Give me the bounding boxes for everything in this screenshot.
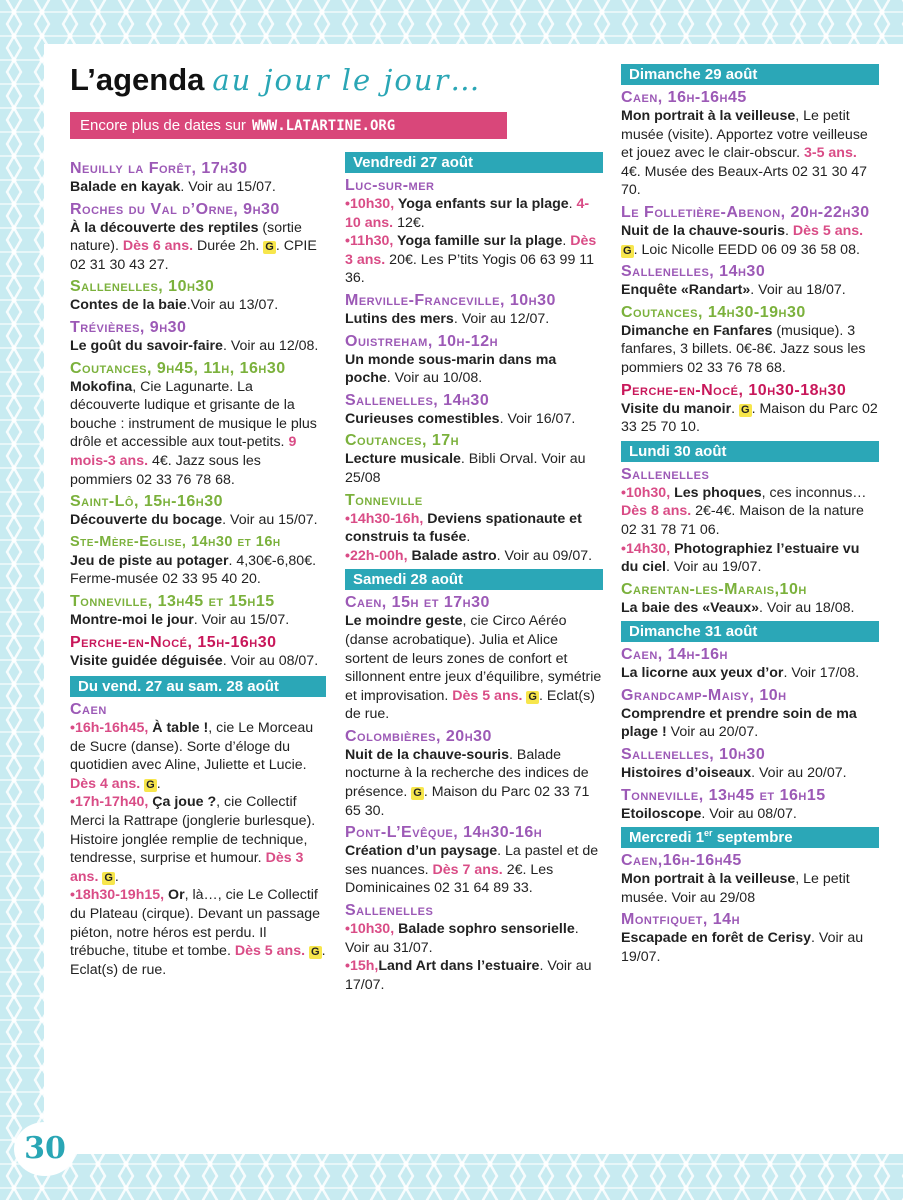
event-time: •17h-17h40,	[70, 794, 153, 811]
event-details: (musique). 3 fanfares, 3 billets. 0€-8€. Jazz sous les pommiers 02 33 76 78 68.	[621, 322, 866, 376]
event-title: À la découverte des reptiles	[70, 219, 259, 236]
age-range: Dès 6 ans.	[122, 238, 194, 255]
date-header-sup: er	[704, 828, 713, 839]
title-script: au jour le jour…	[212, 63, 482, 97]
age-range: Dès 4 ans.	[70, 775, 141, 792]
event-time: •15h,	[345, 958, 379, 975]
event-title: La licorne aux yeux d’or	[621, 665, 784, 682]
age-range: Dès 8 ans.	[621, 503, 692, 520]
event	[621, 745, 879, 783]
event-details: . Voir au 18/08.	[759, 599, 855, 616]
event-details: . Voir au 12/08.	[222, 337, 319, 354]
event-time: •14h30-16h,	[345, 510, 428, 527]
event	[70, 359, 326, 490]
date-header-text: septembre	[712, 829, 793, 847]
event-place: Ste-Mère-Eglise, 14h30 et 16h	[70, 533, 281, 550]
event-details: . Maison du Parc 02 33 71 65 30.	[345, 784, 590, 819]
date-header: Samedi 28 août	[345, 569, 603, 590]
event	[70, 633, 326, 671]
event-session	[345, 232, 603, 288]
event	[345, 491, 603, 566]
event	[345, 291, 603, 329]
event-details: .	[568, 196, 577, 212]
event-details: .	[785, 222, 793, 239]
event	[621, 910, 879, 966]
event	[621, 381, 879, 437]
event-title: Balade astro	[411, 547, 497, 564]
event-details: . Balade nocturne à la recherche des indices de présence.	[345, 746, 589, 801]
event-details: , cie Circo Aéréo (danse acrobatique). Julia et Alice sortent de leurs zones de confort et sillonnent entre jeux d’équilibre, symétrie et improvisation.	[345, 613, 602, 704]
event-place: Caen,16h-16h45	[621, 852, 742, 870]
age-range: Dès 5 ans.	[452, 687, 523, 704]
event-details: . Voir au 09/07.	[496, 547, 593, 564]
age-range: Dès 3 ans.	[70, 850, 304, 885]
event-title: Mon portrait à la veilleuse	[621, 871, 796, 888]
date-header-text: Mercredi 1	[629, 829, 705, 847]
age-range: Dès 3 ans.	[345, 233, 597, 268]
event-title: Or	[168, 887, 185, 904]
event-title: Découverte du bocage	[70, 512, 223, 529]
event-details: . Voir au 10/08.	[386, 370, 483, 387]
g-badge-icon: G	[623, 244, 632, 257]
more-dates-text: Encore plus de dates sur	[80, 117, 246, 134]
event-session	[345, 920, 603, 957]
event-details: . Voir au 08/07.	[222, 652, 319, 669]
event-title: À table !	[152, 720, 209, 737]
event-details: 4€. Musée des Beaux-Arts 02 31 30 47 70.	[621, 163, 868, 199]
event-details: Durée 2h.	[193, 238, 264, 255]
event-title: Yoga enfants sur la plage	[397, 196, 569, 212]
event-session	[345, 547, 603, 566]
event-details: . Voir au 08/07.	[701, 805, 797, 822]
event	[345, 332, 603, 388]
g-badge-icon: G	[528, 690, 537, 703]
g-badge-icon: G	[311, 946, 320, 959]
event-details: , Cie Lagunarte. La découverte ludique et grisante de la bouche : instrument de musique le plus drôle et accessible aux tout-petits.	[70, 378, 317, 451]
event-details: . Voir au 17/07.	[345, 958, 592, 993]
g-badge-icon: G	[741, 403, 750, 416]
event-place: Perche-en-Nocé, 15h-16h30	[70, 633, 277, 651]
event-session: •16h-16h45, À table !, cie Le Morceau de Sucre (danse). Sorte d’éloge du quotidien avec Aline, Juliette et Lucie. Dès 4 ans. G .	[70, 720, 314, 792]
event-place: Caen, 15h et 17h30	[345, 594, 490, 612]
column-2	[345, 152, 603, 994]
event-place: Tonneville, 13h45 et 15h15	[70, 592, 275, 610]
event-session: •17h-17h40, Ça joue ?, cie Collectif Merci la Rattrape (jonglerie burlesque). Histoire jonglée remplie de technique, tendresse, surprise et humour. Dès 3 ans. G .	[70, 794, 316, 885]
event-title: Curieuses comestibles	[345, 410, 500, 427]
event-details: . Bibli Orval. Voir au 25/08	[345, 451, 586, 486]
event-details: Voir au 20/07.	[666, 724, 759, 741]
event-title: Dimanche en Fanfares	[621, 322, 773, 339]
event-title: Nuit de la chauve-souris	[621, 222, 785, 239]
event-details: . Voir au 19/07.	[665, 559, 762, 576]
event-place: Pont-L’Evêque, 14h30-16h	[345, 824, 543, 842]
event-session	[621, 484, 879, 540]
event	[621, 303, 879, 378]
event-details: . Voir au 15/07.	[222, 512, 318, 529]
event-details: , ces inconnus…	[761, 484, 867, 501]
event	[70, 200, 326, 275]
event-title: Balade sophro sensorielle	[398, 921, 575, 938]
event	[345, 176, 603, 288]
event-details: .	[466, 529, 471, 546]
event-details: , Le petit musée (visite). Apportez votre veilleuse et jouez avec le clair-obscur.	[621, 108, 868, 162]
event-title: Contes de la baie	[70, 297, 187, 314]
event	[621, 88, 879, 200]
g-badge-icon: G	[146, 778, 155, 791]
event	[621, 686, 879, 742]
event	[621, 645, 879, 683]
event-place: Caen, 14h-16h	[621, 646, 728, 664]
event-title: Deviens spationaute et construis ta fusée	[345, 510, 582, 546]
event-details: . Eclat(s) de rue.	[345, 687, 595, 723]
event	[70, 159, 326, 197]
event-session	[345, 195, 603, 232]
event-place: Neuilly la Forêt, 17h30	[70, 160, 248, 177]
event-details: .Voir au 13/07.	[186, 297, 279, 314]
event	[345, 431, 603, 487]
g-badge-icon: G	[104, 871, 113, 884]
event-place: Coutances, 14h30-19h30	[621, 303, 806, 321]
event-title: Le moindre geste	[345, 613, 463, 630]
event-title: Le goût du savoir-faire	[70, 337, 223, 354]
event-title: Comprendre et prendre soin de ma plage !	[621, 705, 857, 741]
event-details: , Le petit musée. Voir au 29/08	[621, 871, 850, 906]
event-details: . Voir au 20/07.	[751, 765, 847, 782]
date-header: Lundi 30 août	[621, 441, 879, 462]
title-main: L’agenda	[70, 62, 205, 97]
event	[70, 700, 326, 979]
event-details: 2€. Les Dominicaines 02 31 64 89 33.	[345, 861, 554, 897]
event-details: .	[562, 233, 571, 250]
event-time: •10h30,	[345, 921, 399, 938]
event-place: Perche-en-Nocé, 10h30-18h30	[621, 381, 847, 399]
event-title: Mon portrait à la veilleuse	[621, 108, 796, 124]
event-place: Caen	[70, 701, 107, 719]
event-details: . Eclat(s) de rue.	[70, 943, 326, 978]
event-details: (sortie nature).	[70, 219, 302, 255]
event-place: Carentan-les-Marais,10h	[621, 580, 807, 598]
page-number: 30	[14, 1122, 76, 1176]
event-details: 12€.	[393, 214, 425, 231]
event-time: •18h30-19h15,	[70, 887, 169, 904]
event-place: Coutances, 9h45, 11h, 16h30	[70, 359, 286, 377]
event-details: , cie Le Morceau de Sucre (danse). Sorte d’éloge du quotidien avec Aline, Juliette et Lucie.	[70, 720, 314, 774]
event-place: Trévières, 9h30	[70, 318, 187, 336]
event-details: .	[731, 400, 740, 417]
date-header	[621, 827, 879, 848]
event-details: 20€. Les P’tits Yogis 06 63 99 11 36.	[345, 251, 594, 287]
event-place: Luc-sur-mer	[345, 177, 435, 194]
event-place: Merville-Franceville, 10h30	[345, 291, 556, 309]
event-details: . Voir au 19/07.	[621, 930, 864, 966]
event	[621, 203, 879, 259]
event-title: Lecture musicale	[345, 451, 461, 468]
event-details: . Voir au 31/07.	[345, 921, 579, 956]
event	[345, 391, 603, 429]
event	[70, 318, 326, 356]
event-title: Création d’un paysage	[345, 843, 498, 860]
website-link[interactable]: WWW.LATARTINE.ORG	[251, 118, 396, 134]
event-details: . Voir au 15/07.	[193, 611, 290, 628]
more-dates-banner[interactable]	[70, 112, 507, 139]
event-time: •11h30,	[345, 233, 398, 250]
event-title: Land Art dans l’estuaire	[378, 958, 540, 975]
date-header: Dimanche 31 août	[621, 621, 879, 642]
event-title: Montre-moi le jour	[70, 611, 194, 628]
event-title: Photographiez l’estuaire vu du ciel	[621, 540, 860, 576]
event	[345, 823, 603, 898]
event-place: Montfiquet, 14h	[621, 911, 741, 929]
event-details: . 4,30€-6,80€. Ferme-musée 02 33 95 40 20.	[70, 552, 317, 588]
event-title: Ça joue ?	[152, 794, 217, 811]
column-1	[70, 156, 326, 979]
event	[345, 593, 603, 724]
event-details: . Voir 16/07.	[499, 410, 576, 427]
g-badge-icon: G	[413, 787, 422, 800]
event-place: Sallenelles, 10h30	[621, 746, 766, 764]
event-place: Sallenelles, 14h30	[345, 391, 490, 409]
event-details: . La pastel et de ses nuances.	[345, 843, 599, 878]
event-title: Histoires d’oiseaux	[621, 765, 752, 782]
event-title: Nuit de la chauve-souris	[345, 746, 509, 763]
event-details: . Voir au 18/07.	[750, 282, 846, 299]
event-place: Grandcamp-Maisy, 10h	[621, 686, 787, 704]
event-title: Lutins des mers	[345, 310, 454, 327]
event-title: Jeu de piste au potager	[70, 552, 229, 569]
event-details: . Maison du Parc 02 33 25 70 10.	[621, 400, 878, 436]
event-details: . Voir 17/08.	[783, 665, 860, 682]
event-time: •14h30,	[621, 540, 675, 557]
event	[345, 901, 603, 994]
age-range: 3-5 ans.	[803, 145, 857, 162]
event	[621, 786, 879, 824]
event-place: Caen, 16h-16h45	[621, 89, 747, 106]
event	[345, 727, 603, 820]
event-time: •10h30,	[621, 484, 675, 501]
event-place: Sallenelles	[345, 902, 434, 920]
event-details: . Voir au 15/07.	[180, 179, 276, 195]
event-place: Tonneville, 13h45 et 16h15	[621, 786, 826, 804]
event-title: La baie des «Veaux»	[621, 599, 760, 616]
age-range: 4-10 ans.	[345, 196, 590, 231]
event-title: Enquête «Randart»	[621, 282, 751, 299]
event	[70, 592, 326, 630]
event-place: Coutances, 17h	[345, 432, 460, 450]
event-time: •22h-00h,	[345, 547, 412, 564]
event-title: Les phoques	[674, 484, 762, 501]
event	[621, 851, 879, 907]
event-title: Balade en kayak	[70, 179, 181, 195]
event-title: Un monde sous-marin dans ma poche	[345, 351, 557, 387]
event-session	[345, 957, 603, 994]
event	[621, 580, 879, 618]
event-place: Colombières, 20h30	[345, 727, 492, 745]
event-place: Sallenelles, 14h30	[621, 263, 766, 281]
date-header: Du vend. 27 au sam. 28 août	[70, 676, 326, 697]
event-title: Visite du manoir	[621, 400, 732, 417]
column-3	[621, 64, 879, 967]
event-details: . CPIE 02 31 30 43 27.	[70, 238, 317, 273]
event-time: •16h-16h45,	[70, 720, 153, 737]
event-details: , là…, cie Le Collectif du Plateau (cirque). Devant un passage piéton, notre héros est perdu. Il trébuche, titube et tombe.	[70, 887, 321, 960]
event-place: Sallenelles, 10h30	[70, 278, 215, 296]
event-place: Saint-Lô, 15h-16h30	[70, 493, 223, 511]
event	[70, 277, 326, 315]
event-details: . Loic Nicolle EEDD 06 09 36 58 08.	[633, 241, 860, 258]
event-title: Yoga famille sur la plage	[397, 233, 563, 250]
event	[621, 465, 879, 577]
event-title: Visite guidée déguisée	[70, 652, 223, 669]
event	[70, 533, 326, 589]
event-details: . Voir au 12/07.	[453, 310, 550, 327]
page-title	[70, 62, 481, 98]
event-title: Etoiloscope	[621, 805, 702, 822]
event-place: Tonneville	[345, 491, 423, 509]
event-place: Roches du Val d’Orne, 9h30	[70, 200, 280, 218]
event-title: Escapade en forêt de Cerisy	[621, 930, 812, 947]
age-range: 9 mois-3 ans.	[70, 434, 297, 469]
g-badge-icon: G	[265, 241, 274, 254]
date-header: Vendredi 27 août	[345, 152, 603, 173]
event-session	[621, 540, 879, 577]
age-range: Dès 7 ans.	[432, 861, 503, 878]
agenda-page	[44, 44, 903, 1154]
event-place: Sallenelles	[621, 465, 710, 483]
age-range: Dès 5 ans.	[234, 943, 306, 960]
event-details: 2€-4€. Maison de la nature 02 31 78 71 06.	[621, 503, 864, 538]
date-header: Dimanche 29 août	[621, 64, 879, 85]
event	[70, 492, 326, 530]
event	[621, 262, 879, 300]
event-time: •10h30,	[345, 196, 398, 212]
event-details: 4€. Jazz sous les pommiers 02 33 76 78 68.	[70, 452, 261, 488]
event-session	[70, 886, 326, 979]
age-range: Dès 5 ans.	[792, 222, 864, 239]
event-place: Le Folletière-Abenon, 20h-22h30	[621, 203, 870, 221]
event-place: Ouistreham, 10h-12h	[345, 332, 499, 350]
event-session	[345, 510, 603, 547]
event-title: Mokofina	[70, 378, 133, 395]
event-details: , cie Collectif Merci la Rattrape (jonglerie burlesque). Histoire jonglée remplie de technique, tendresse, surprise et humour.	[70, 794, 316, 867]
